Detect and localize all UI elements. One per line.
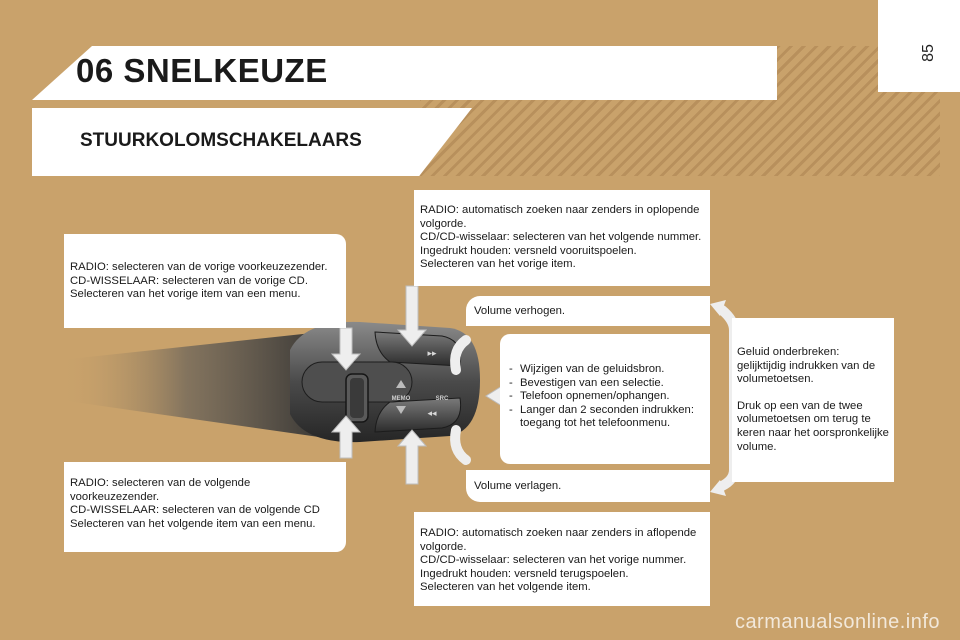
list-item: - Langer dan 2 seconden indrukken: toegang tot het telefoonmenu.: [506, 404, 704, 431]
callout-mute: [732, 318, 894, 482]
callout-volume-up: [466, 296, 710, 326]
callout-line: RADIO: selecteren van de volgende: [70, 477, 251, 489]
callout-previous-preset: [64, 234, 346, 328]
callout-line: Ingedrukt houden: versneld terugspoelen.: [420, 567, 629, 580]
subsection-title: STUURKOLOMSCHAKELAARS: [80, 130, 362, 151]
callout-source: [500, 334, 710, 464]
callout-line: Selecteren van het volgende item van een menu.: [70, 517, 316, 530]
watermark: carmanualsonline.info: [734, 611, 940, 633]
callout-line: CD-WISSELAAR: selecteren van de vorige CD.: [70, 274, 308, 287]
list-item: - Telefoon opnemen/ophangen.: [506, 390, 704, 404]
callout-line: CD/CD-wisselaar: selecteren van het volgende nummer.: [420, 231, 702, 244]
callout-line: Selecteren van het volgende item.: [420, 581, 591, 594]
callout-line: Selecteren van het vorige item van een menu.: [70, 288, 301, 301]
callout-line: CD/CD-wisselaar: selecteren van het vorige nummer.: [420, 554, 687, 567]
callout-line: Volume verhogen.: [474, 305, 566, 317]
callout-seek-down: [414, 512, 710, 606]
callout-line: Ingedrukt houden: versneld vooruitspoelen.: [420, 244, 637, 257]
callout-line: voorkeuzezender.: [70, 490, 160, 503]
list-item: - Wijzigen van de geluidsbron.: [506, 363, 704, 377]
page-number: 85: [920, 44, 938, 62]
forward-label: ▸▸: [427, 349, 437, 359]
callout-paragraph: Druk op een van de twee volumetoetsen om terug te keren naar het oorspronkelijke volume.: [737, 399, 889, 453]
rewind-label: ◂◂: [427, 409, 437, 419]
callout-line: Selecteren van het vorige item.: [420, 258, 576, 271]
callout-line: RADIO: selecteren van de vorige voorkeuzezender.: [70, 261, 328, 273]
callout-line: Volume verlagen.: [474, 480, 562, 492]
callout-volume-down: [466, 470, 710, 502]
callout-seek-up: [414, 190, 710, 286]
callout-line: CD-WISSELAAR: selecteren van de volgende CD: [70, 504, 320, 517]
memo-label: MEMO: [391, 396, 411, 402]
callout-line: volgorde.: [420, 217, 467, 230]
callout-next-preset: [64, 462, 346, 552]
callout-line: RADIO: automatisch zoeken naar zenders in aflopende: [420, 527, 697, 539]
callout-line: volgorde.: [420, 540, 467, 553]
page-corner: [878, 0, 960, 92]
callout-paragraph: Geluid onderbreken: gelijktijdig indrukken van de volumetoetsen.: [737, 346, 876, 386]
section-title: 06 SNELKEUZE: [76, 52, 328, 89]
callout-line: RADIO: automatisch zoeken naar zenders in oplopende: [420, 204, 700, 216]
list-item: - Bevestigen van een selectie.: [506, 377, 704, 391]
src-label: SRC: [435, 396, 449, 402]
